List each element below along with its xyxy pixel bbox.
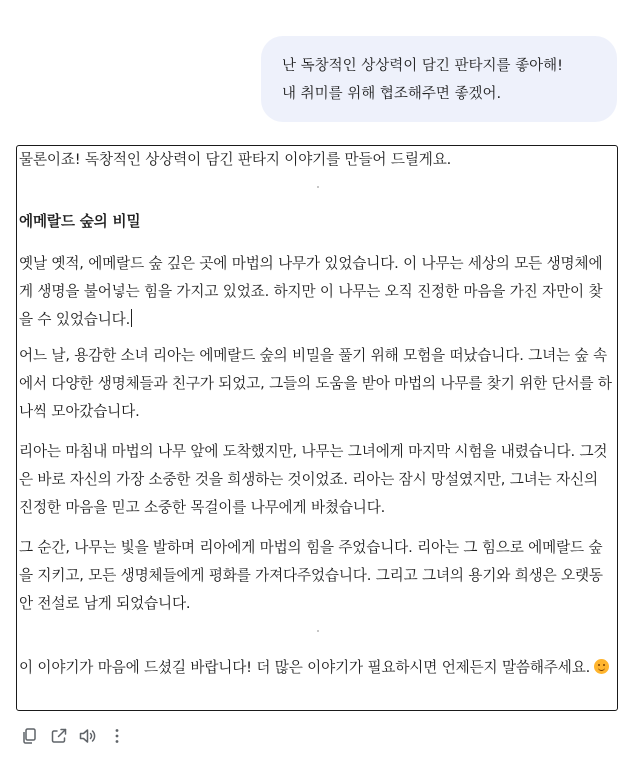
- user-message-line: 내 취미를 위해 협조해주면 좋겠어.: [282, 86, 502, 102]
- speaker-icon[interactable]: [78, 726, 98, 746]
- separator-dot: [317, 186, 319, 188]
- response-actions: [20, 726, 127, 746]
- text-caret: [131, 309, 132, 327]
- story-title: 에메랄드 숲의 비밀: [19, 213, 141, 230]
- user-message-line: 난 독창적인 상상력이 담긴 판타지를 좋아해!: [282, 58, 563, 74]
- story-paragraph: 어느 날, 용감한 소녀 리아는 에메랄드 숲의 비밀을 풀기 위해 모험을 떠났습니다. 그녀는 숲 속에서 다양한 생명체들과 친구가 되었고, 그들의 도움을 받아 마법의 나무를 찾기 위한 단서를 하나씩 모아갔습니다.: [19, 347, 612, 420]
- copy-icon[interactable]: [20, 726, 40, 746]
- response-closing: 이 이야기가 마음에 드셨길 바랍니다! 더 많은 이야기가 필요하시면 언제든지 말씀해주세요.: [19, 654, 615, 682]
- smiling-face-emoji-icon: [594, 659, 609, 674]
- response-intro: 물론이죠! 독창적인 상상력이 담긴 판타지 이야기를 만들어 드릴게요.: [19, 151, 452, 168]
- story-paragraph: 옛날 옛적, 에메랄드 숲 깊은 곳에 마법의 나무가 있었습니다. 이 나무는 세상의 모든 생명체에게 생명을 불어넣는 힘을 가지고 있었죠. 하지만 이 나무는 오직 진정한 마음을 가진 자만이 찾을 수 있었습니다.: [19, 255, 603, 328]
- share-icon[interactable]: [49, 726, 69, 746]
- more-vertical-icon[interactable]: [107, 726, 127, 746]
- story-paragraph: 그 순간, 나무는 빛을 발하며 리아에게 마법의 힘을 주었습니다. 리아는 그 힘으로 에메랄드 숲을 지키고, 모든 생명체들에게 평화를 가져다주었습니다. 그리고 그녀의 용기와 희생은 오랫동안 전설로 남게 되었습니다.: [19, 539, 603, 612]
- user-message-bubble: [261, 36, 617, 122]
- separator-dot: [317, 630, 319, 632]
- story-paragraph: 리아는 마침내 마법의 나무 앞에 도착했지만, 나무는 그녀에게 마지막 시험을 내렸습니다. 그것은 바로 자신의 가장 소중한 것을 희생하는 것이었죠. 리아는 잠시 망설였지만, 그녀는 자신의 진정한 마음을 믿고 소중한 목걸이를 나무에게 바쳤습니다.: [19, 443, 608, 516]
- assistant-response[interactable]: [16, 145, 618, 711]
